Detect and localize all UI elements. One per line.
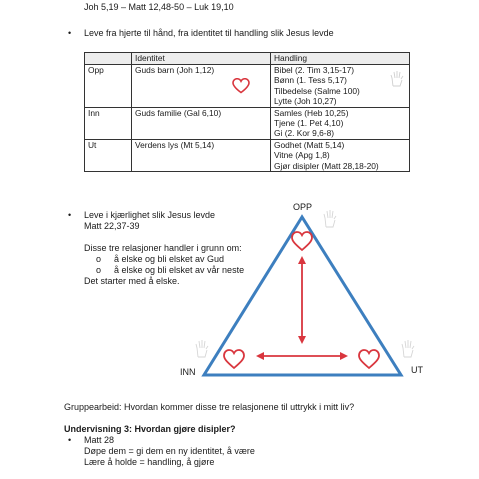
action-item: Gjør disipler (Matt 28,18-20) bbox=[274, 160, 379, 171]
hand-icon bbox=[196, 340, 208, 357]
relations-item: å elske og bli elsket av vår neste bbox=[114, 265, 245, 275]
action-item: Samles (Heb 10,25) bbox=[274, 107, 349, 118]
heart-icon bbox=[359, 350, 379, 368]
table-header-empty bbox=[85, 53, 132, 65]
identity-action-table bbox=[84, 52, 410, 172]
row-identity: Guds familie (Gal 6,10) bbox=[132, 107, 271, 139]
section3-title: Undervisning 3: Hvordan gjøre disipler? bbox=[64, 424, 236, 434]
section3-line: Lære å holde = handling, å gjøre bbox=[84, 457, 215, 467]
row-label: Opp bbox=[85, 65, 132, 108]
row-label: Inn bbox=[85, 107, 132, 139]
relations-intro: Disse tre relasjoner handler i grunn om: bbox=[84, 243, 242, 253]
top-references: Joh 5,19 – Matt 12,48-50 – Luk 19,10 bbox=[84, 2, 234, 12]
table-header-action: Handling bbox=[271, 53, 410, 65]
circle-bullet: o bbox=[96, 265, 102, 275]
group-work-question: Gruppearbeid: Hvordan kommer disse tre relasjonene til uttrykk i mitt liv? bbox=[64, 402, 355, 412]
action-item: Lytte (Joh 10,27) bbox=[274, 96, 337, 107]
hand-icon bbox=[402, 340, 414, 357]
row-actions bbox=[271, 107, 410, 139]
action-item: Bibel (2. Tim 3,15-17) bbox=[274, 65, 355, 75]
relations-outro: Det starter med å elske. bbox=[84, 276, 180, 286]
triangle-label-right: UT bbox=[411, 365, 423, 375]
relations-item: å elske og bli elsket av Gud bbox=[114, 254, 225, 264]
action-item: Gi (2. Kor 9,6-8) bbox=[274, 128, 335, 139]
hand-icon bbox=[324, 210, 336, 227]
bullet-dot: • bbox=[68, 210, 72, 220]
action-item: Bønn (1. Tess 5,17) bbox=[274, 75, 347, 86]
circle-bullet: o bbox=[96, 254, 102, 264]
triangle-label-left: INN bbox=[180, 367, 196, 377]
bullet-love-ref: Matt 22,37-39 bbox=[84, 221, 140, 231]
section3-bullet: Matt 28 bbox=[84, 435, 115, 445]
vertical-double-arrow bbox=[298, 256, 306, 344]
heart-icon bbox=[232, 78, 250, 94]
table-row bbox=[85, 107, 410, 139]
row-label: Ut bbox=[85, 139, 132, 171]
row-actions bbox=[271, 65, 410, 108]
triangle-label-top: OPP bbox=[293, 202, 313, 212]
bullet-dot: • bbox=[68, 28, 72, 38]
row-identity bbox=[132, 65, 271, 108]
heart-icon bbox=[292, 232, 312, 250]
table-header-row bbox=[85, 53, 410, 65]
table-header-identity: Identitet bbox=[132, 53, 271, 65]
triangle-outline bbox=[204, 217, 401, 375]
table-row bbox=[85, 65, 410, 108]
bullet-identity-action: Leve fra hjerte til hånd, fra identitet til handling slik Jesus levde bbox=[84, 28, 334, 38]
bullet-love-title: Leve i kjærlighet slik Jesus levde bbox=[84, 210, 216, 220]
horizontal-double-arrow bbox=[256, 352, 348, 360]
heart-icon bbox=[224, 350, 244, 368]
row-identity: Verdens lys (Mt 5,14) bbox=[132, 139, 271, 171]
section3-line: Døpe dem = gi dem en ny identitet, å være bbox=[84, 446, 255, 456]
action-item: Tjene (1. Pet 4,10) bbox=[274, 118, 344, 129]
hand-icon bbox=[389, 69, 405, 87]
action-item: Godhet (Matt 5,14) bbox=[274, 139, 345, 150]
bullet-dot: • bbox=[68, 435, 72, 445]
action-item: Tilbedelse (Salme 100) bbox=[274, 85, 360, 96]
identity-text: Guds barn (Joh 1,12) bbox=[135, 65, 215, 75]
table-row bbox=[85, 139, 410, 171]
row-actions bbox=[271, 139, 410, 171]
action-item: Vitne (Apg 1,8) bbox=[274, 150, 330, 161]
